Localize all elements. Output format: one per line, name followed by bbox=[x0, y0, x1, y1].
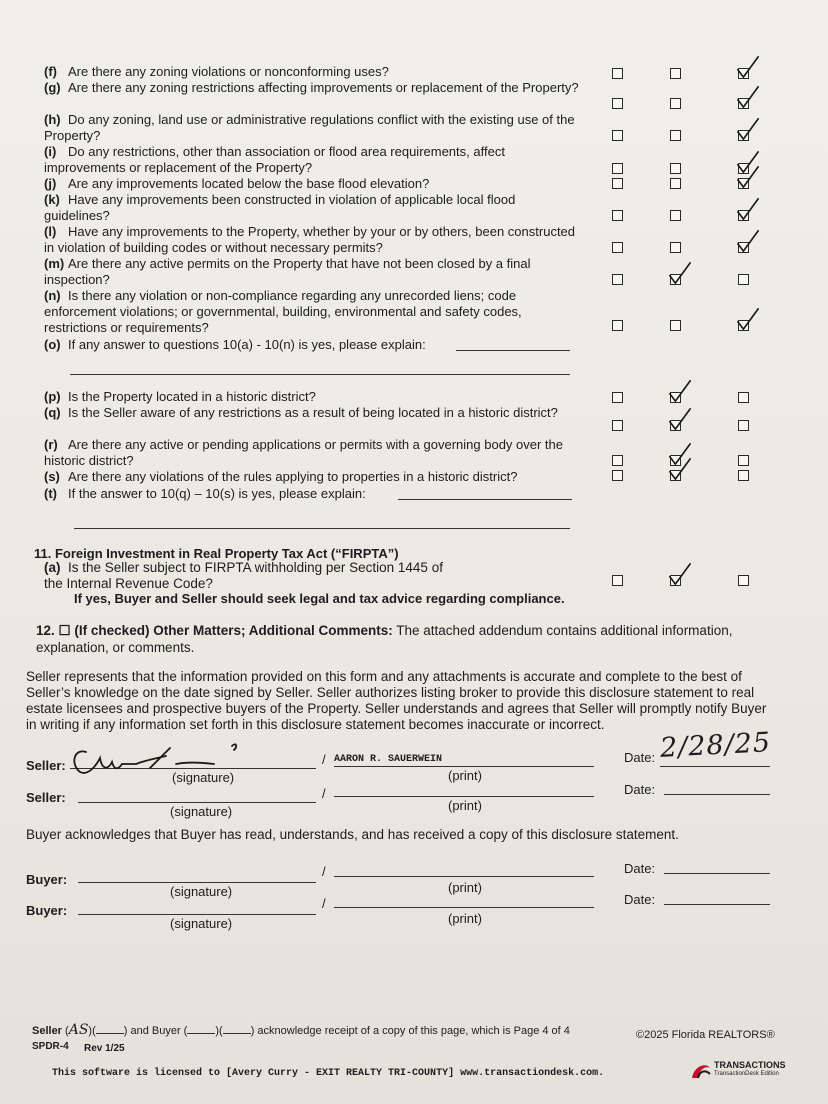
checkmark-icon bbox=[736, 164, 760, 190]
seller-date-label-2: Date: bbox=[624, 782, 656, 797]
checkmark-icon bbox=[736, 228, 760, 254]
checkmark-icon bbox=[736, 196, 760, 222]
seller-statement: Seller represents that the information provided on this form and any attachments is accurate and complete to the best of Seller’s knowledge on the date signed by Seller. Seller authorizes listing broker to provide this disclosure statement to real estate licensees and prospective buyers of the Property. Seller understands and agrees that Seller will promptly notify Buyer in writing if any information set forth in this disclosure statement becomes inaccurate or incorrect. bbox=[26, 669, 767, 732]
section-12-number: 12. bbox=[36, 623, 55, 638]
seller-date-label-1: Date: bbox=[624, 750, 656, 765]
checkbox-yes[interactable] bbox=[612, 210, 623, 221]
checkbox-yes[interactable] bbox=[612, 98, 623, 109]
footer-receipt-text: acknowledge receipt of a copy of this page, which is Page 4 of 4 bbox=[257, 1025, 570, 1037]
checkbox-yes[interactable] bbox=[612, 392, 623, 403]
copyright: ©2025 Florida REALTORS® bbox=[636, 1029, 775, 1041]
buyer-signature-line-1[interactable] bbox=[78, 882, 316, 883]
brand-name: TRANSACTIONS bbox=[714, 1060, 786, 1070]
buyer-date-line-2[interactable] bbox=[664, 904, 770, 905]
question-m: (m) Are there any active permits on the Property that have not been closed by a final inspection? bbox=[44, 256, 531, 287]
checkmark-icon bbox=[668, 378, 692, 404]
buyer-slash-1: / bbox=[322, 864, 326, 879]
seller-print-caption-1: (print) bbox=[448, 768, 482, 783]
form-revision: Rev 1/25 bbox=[84, 1043, 125, 1054]
checkbox-no[interactable] bbox=[670, 98, 681, 109]
checkbox-no[interactable] bbox=[670, 178, 681, 189]
buyer-date-label-1: Date: bbox=[624, 861, 656, 876]
question-j: (j) Are any improvements located below the base flood elevation? bbox=[44, 176, 430, 191]
seller-initials-2[interactable] bbox=[96, 1033, 124, 1034]
checkbox-na[interactable] bbox=[738, 392, 749, 403]
seller-print-caption-2: (print) bbox=[448, 798, 482, 813]
checkbox-no[interactable] bbox=[670, 163, 681, 174]
buyer-print-line-1[interactable] bbox=[334, 876, 594, 877]
question-p: (p) Is the Property located in a historic district? bbox=[44, 389, 316, 404]
checkbox-yes[interactable] bbox=[612, 575, 623, 586]
seller-label-2: Seller: bbox=[26, 790, 66, 805]
question-f: (f) Are there any zoning violations or nonconforming uses? bbox=[44, 64, 389, 79]
checkbox-yes[interactable] bbox=[612, 242, 623, 253]
question-t: (t) If the answer to 10(q) – 10(s) is yes, please explain: bbox=[44, 486, 366, 501]
checkbox-no[interactable] bbox=[670, 320, 681, 331]
footer-seller-word: Seller bbox=[32, 1025, 62, 1037]
checkbox-na[interactable] bbox=[738, 420, 749, 431]
license-text: This software is licensed to [Avery Curry - EXIT REALTY TRI-COUNTY] www.transactiondesk.com. bbox=[52, 1068, 605, 1079]
form-code: SPDR-4 bbox=[32, 1041, 69, 1052]
checkbox-yes[interactable] bbox=[612, 178, 623, 189]
seller-print-line-2[interactable] bbox=[334, 796, 594, 797]
seller-date-handwritten: 2/28/25 bbox=[659, 727, 772, 764]
checkbox-no[interactable] bbox=[670, 210, 681, 221]
question-i: (i) Do any restrictions, other than association or flood area requirements, affect improvements or replacement of the Property? bbox=[44, 144, 505, 175]
checkbox-yes[interactable] bbox=[612, 130, 623, 141]
checkbox-yes[interactable] bbox=[612, 470, 623, 481]
question-q: (q) Is the Seller aware of any restrictions as a result of being located in a historic district? bbox=[44, 405, 558, 420]
buyer-label-1: Buyer: bbox=[26, 872, 68, 887]
buyer-print-caption-1: (print) bbox=[448, 880, 482, 895]
explain-line-t[interactable] bbox=[398, 499, 572, 500]
checkbox-no[interactable] bbox=[670, 68, 681, 79]
checkmark-icon bbox=[668, 456, 692, 482]
footer-acknowledgement: Seller (AS)( ) and Buyer ( )( ) acknowledge receipt of a copy of this page, which is Page 4 of 4 bbox=[32, 1022, 570, 1038]
checkmark-icon bbox=[736, 84, 760, 110]
seller-slash-1: / bbox=[322, 752, 326, 767]
buyer-print-line-2[interactable] bbox=[334, 907, 594, 908]
checkbox-yes[interactable] bbox=[612, 68, 623, 79]
section-12-text: The attached addendum contains additional information, explanation, or comments. bbox=[36, 623, 733, 655]
checkbox-na[interactable] bbox=[738, 575, 749, 586]
seller-slash-2: / bbox=[322, 786, 326, 801]
seller-signature-line-2[interactable] bbox=[78, 802, 316, 803]
explain-line-t-2[interactable] bbox=[74, 528, 570, 529]
buyer-print-caption-2: (print) bbox=[448, 911, 482, 926]
seller-label-1: Seller: bbox=[26, 758, 66, 773]
buyer-initials-2[interactable] bbox=[223, 1033, 251, 1034]
checkbox-na[interactable] bbox=[738, 274, 749, 285]
question-s: (s) Are there any violations of the rules applying to properties in a historic district? bbox=[44, 469, 518, 484]
firpta-note: If yes, Buyer and Seller should seek legal and tax advice regarding compliance. bbox=[74, 591, 565, 606]
question-h: (h) Do any zoning, land use or administrative regulations conflict with the existing use of the Property? bbox=[44, 112, 575, 143]
buyer-signature-caption-1: (signature) bbox=[170, 884, 233, 899]
footer-and-buyer: and Buyer bbox=[130, 1025, 181, 1037]
question-r: (r) Are there any active or pending applications or permits with a governing body over the historic district? bbox=[44, 437, 564, 468]
checkbox-no[interactable] bbox=[670, 130, 681, 141]
checkmark-icon bbox=[668, 260, 692, 286]
question-k: (k) Have any improvements been constructed in violation of applicable local flood guidelines? bbox=[44, 192, 516, 223]
brand-subtitle: TransactionDesk Edition bbox=[714, 1071, 779, 1077]
seller-date-line-1[interactable] bbox=[660, 766, 770, 767]
checkmark-icon bbox=[668, 561, 692, 587]
buyer-slash-2: / bbox=[322, 896, 326, 911]
buyer-statement: Buyer acknowledges that Buyer has read, understands, and has received a copy of this disclosure statement. bbox=[26, 827, 679, 842]
transactions-logo-icon bbox=[690, 1060, 712, 1082]
section-11-title: 11. Foreign Investment in Real Property Tax Act (“FIRPTA”) bbox=[34, 546, 399, 561]
checkbox-yes[interactable] bbox=[612, 163, 623, 174]
buyer-signature-line-2[interactable] bbox=[78, 914, 316, 915]
buyer-signature-caption-2: (signature) bbox=[170, 916, 233, 931]
question-n: (n) Is there any violation or non-compliance regarding any unrecorded liens; code enforcement violations; or governmental, building, environmental and safety codes, restrictions or requirements? bbox=[44, 288, 522, 335]
question-l: (l) Have any improvements to the Property, whether by your or by others, been constructed in violation of building codes or without necessary permits? bbox=[44, 224, 576, 255]
checkbox-yes[interactable] bbox=[612, 320, 623, 331]
buyer-label-2: Buyer: bbox=[26, 903, 68, 918]
seller-print-line-1[interactable] bbox=[334, 766, 594, 767]
seller-signature-caption-2: (signature) bbox=[170, 804, 233, 819]
buyer-date-label-2: Date: bbox=[624, 892, 656, 907]
question-11a: (a) Is the Seller subject to FIRPTA withholding per Section 1445 of the Internal Revenue Code? bbox=[44, 560, 443, 591]
checkbox-yes[interactable] bbox=[612, 455, 623, 466]
seller-initials[interactable]: AS bbox=[68, 1022, 89, 1038]
question-o: (o) If any answer to questions 10(a) - 10(n) is yes, please explain: bbox=[44, 337, 426, 352]
question-g: (g) Are there any zoning restrictions affecting improvements or replacement of the Property? bbox=[44, 80, 579, 95]
checkbox-yes[interactable] bbox=[612, 420, 623, 431]
seller-date-line-2[interactable] bbox=[664, 794, 770, 795]
checkmark-icon bbox=[668, 406, 692, 432]
explain-line-o[interactable] bbox=[456, 350, 570, 351]
section-other-matters bbox=[36, 622, 776, 656]
checkbox-na[interactable] bbox=[738, 455, 749, 466]
seller-signature-caption-1: (signature) bbox=[172, 770, 235, 785]
seller-printed-name: AARON R. SAUERWEIN bbox=[334, 754, 443, 765]
explain-line-o-2[interactable] bbox=[70, 374, 570, 375]
checkbox-no[interactable] bbox=[670, 242, 681, 253]
checkbox-yes[interactable] bbox=[612, 274, 623, 285]
buyer-date-line-1[interactable] bbox=[664, 873, 770, 874]
section-12-title: (If checked) Other Matters; Additional Comments: bbox=[74, 623, 393, 638]
checkmark-icon bbox=[736, 306, 760, 332]
buyer-initials-1[interactable] bbox=[187, 1033, 215, 1034]
section-12-checkbox[interactable]: ☐ bbox=[58, 623, 71, 638]
checkmark-icon bbox=[736, 116, 760, 142]
checkbox-na[interactable] bbox=[738, 470, 749, 481]
checkmark-icon bbox=[736, 54, 760, 80]
